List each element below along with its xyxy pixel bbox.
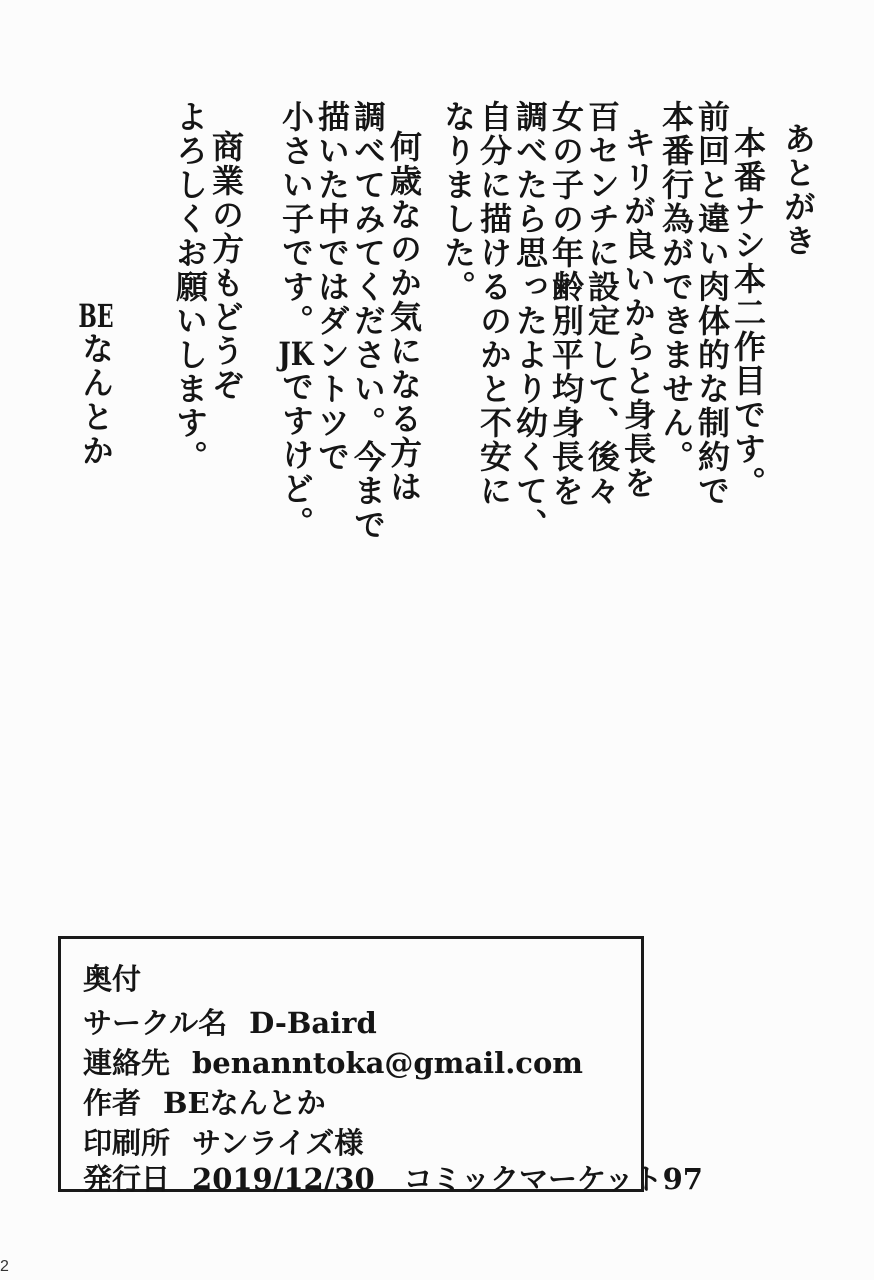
colophon-value-contact: benanntoka@gmail.com — [192, 1046, 583, 1080]
colophon-label-printer: 印刷所 — [83, 1126, 171, 1160]
colophon-row-contact — [83, 1041, 583, 1082]
colophon-value-author: BEなんとか — [163, 1086, 326, 1120]
afterword-line-11: 調べてみてください。今まで — [349, 100, 387, 542]
afterword-line-9: なりました。 — [439, 100, 477, 304]
colophon-label-date: 発行日 — [83, 1162, 171, 1196]
jk-text: JK — [278, 338, 314, 370]
afterword-line-5: 百センチに設定して、後々 — [583, 100, 621, 508]
afterword-line-2: 前回と違い肉体的な制約で — [693, 100, 731, 508]
afterword-title: あとがき — [779, 122, 817, 258]
colophon-heading: 奥付 — [83, 962, 142, 996]
afterword-line-7: 調べたら思ったより幼くて、 — [511, 100, 549, 542]
colophon-label-author: 作者 — [83, 1086, 142, 1120]
afterword-line-13-text: 小さい子です。 — [277, 100, 315, 338]
signature-kana: なんとか — [77, 332, 115, 468]
afterword-line-13 — [277, 100, 315, 540]
colophon-label-circle: サークル名 — [83, 1006, 228, 1040]
afterword-line-15: よろしくお願いします。 — [171, 100, 209, 474]
colophon-row-author — [83, 1081, 326, 1122]
afterword-line-8: 自分に描けるのかと不安に — [475, 100, 513, 508]
author-signature — [77, 300, 115, 468]
page-number: 2 — [0, 1258, 9, 1275]
colophon-value-printer: サンライズ様 — [192, 1126, 364, 1160]
afterword-line-1: 本番ナシ本二作目です。 — [729, 126, 767, 500]
colophon-row-date — [83, 1157, 703, 1198]
colophon-value-date: 2019/12/30 コミックマーケット97 — [192, 1162, 703, 1196]
colophon-row-printer — [83, 1121, 363, 1162]
colophon-row-circle — [83, 1001, 377, 1042]
signature-latin: BE — [78, 300, 114, 332]
afterword-line-4: キリが良いからと身長を — [619, 92, 657, 500]
afterword-line-6: 女の子の年齢別平均身長を — [547, 100, 585, 508]
afterword-line-10: 何歳なのか気になる方は — [385, 96, 423, 504]
colophon-box — [58, 936, 703, 1196]
afterword-line-3: 本番行為ができません。 — [657, 100, 695, 474]
afterword-line-14: 商業の方もどうぞ — [207, 96, 245, 402]
colophon-label-contact: 連絡先 — [83, 1046, 171, 1080]
colophon-value-circle: D-Baird — [249, 1006, 377, 1040]
afterword-line-12: 描いた中ではダントツで — [313, 100, 351, 474]
afterword-line-13-suffix: ですけど。 — [277, 370, 315, 540]
